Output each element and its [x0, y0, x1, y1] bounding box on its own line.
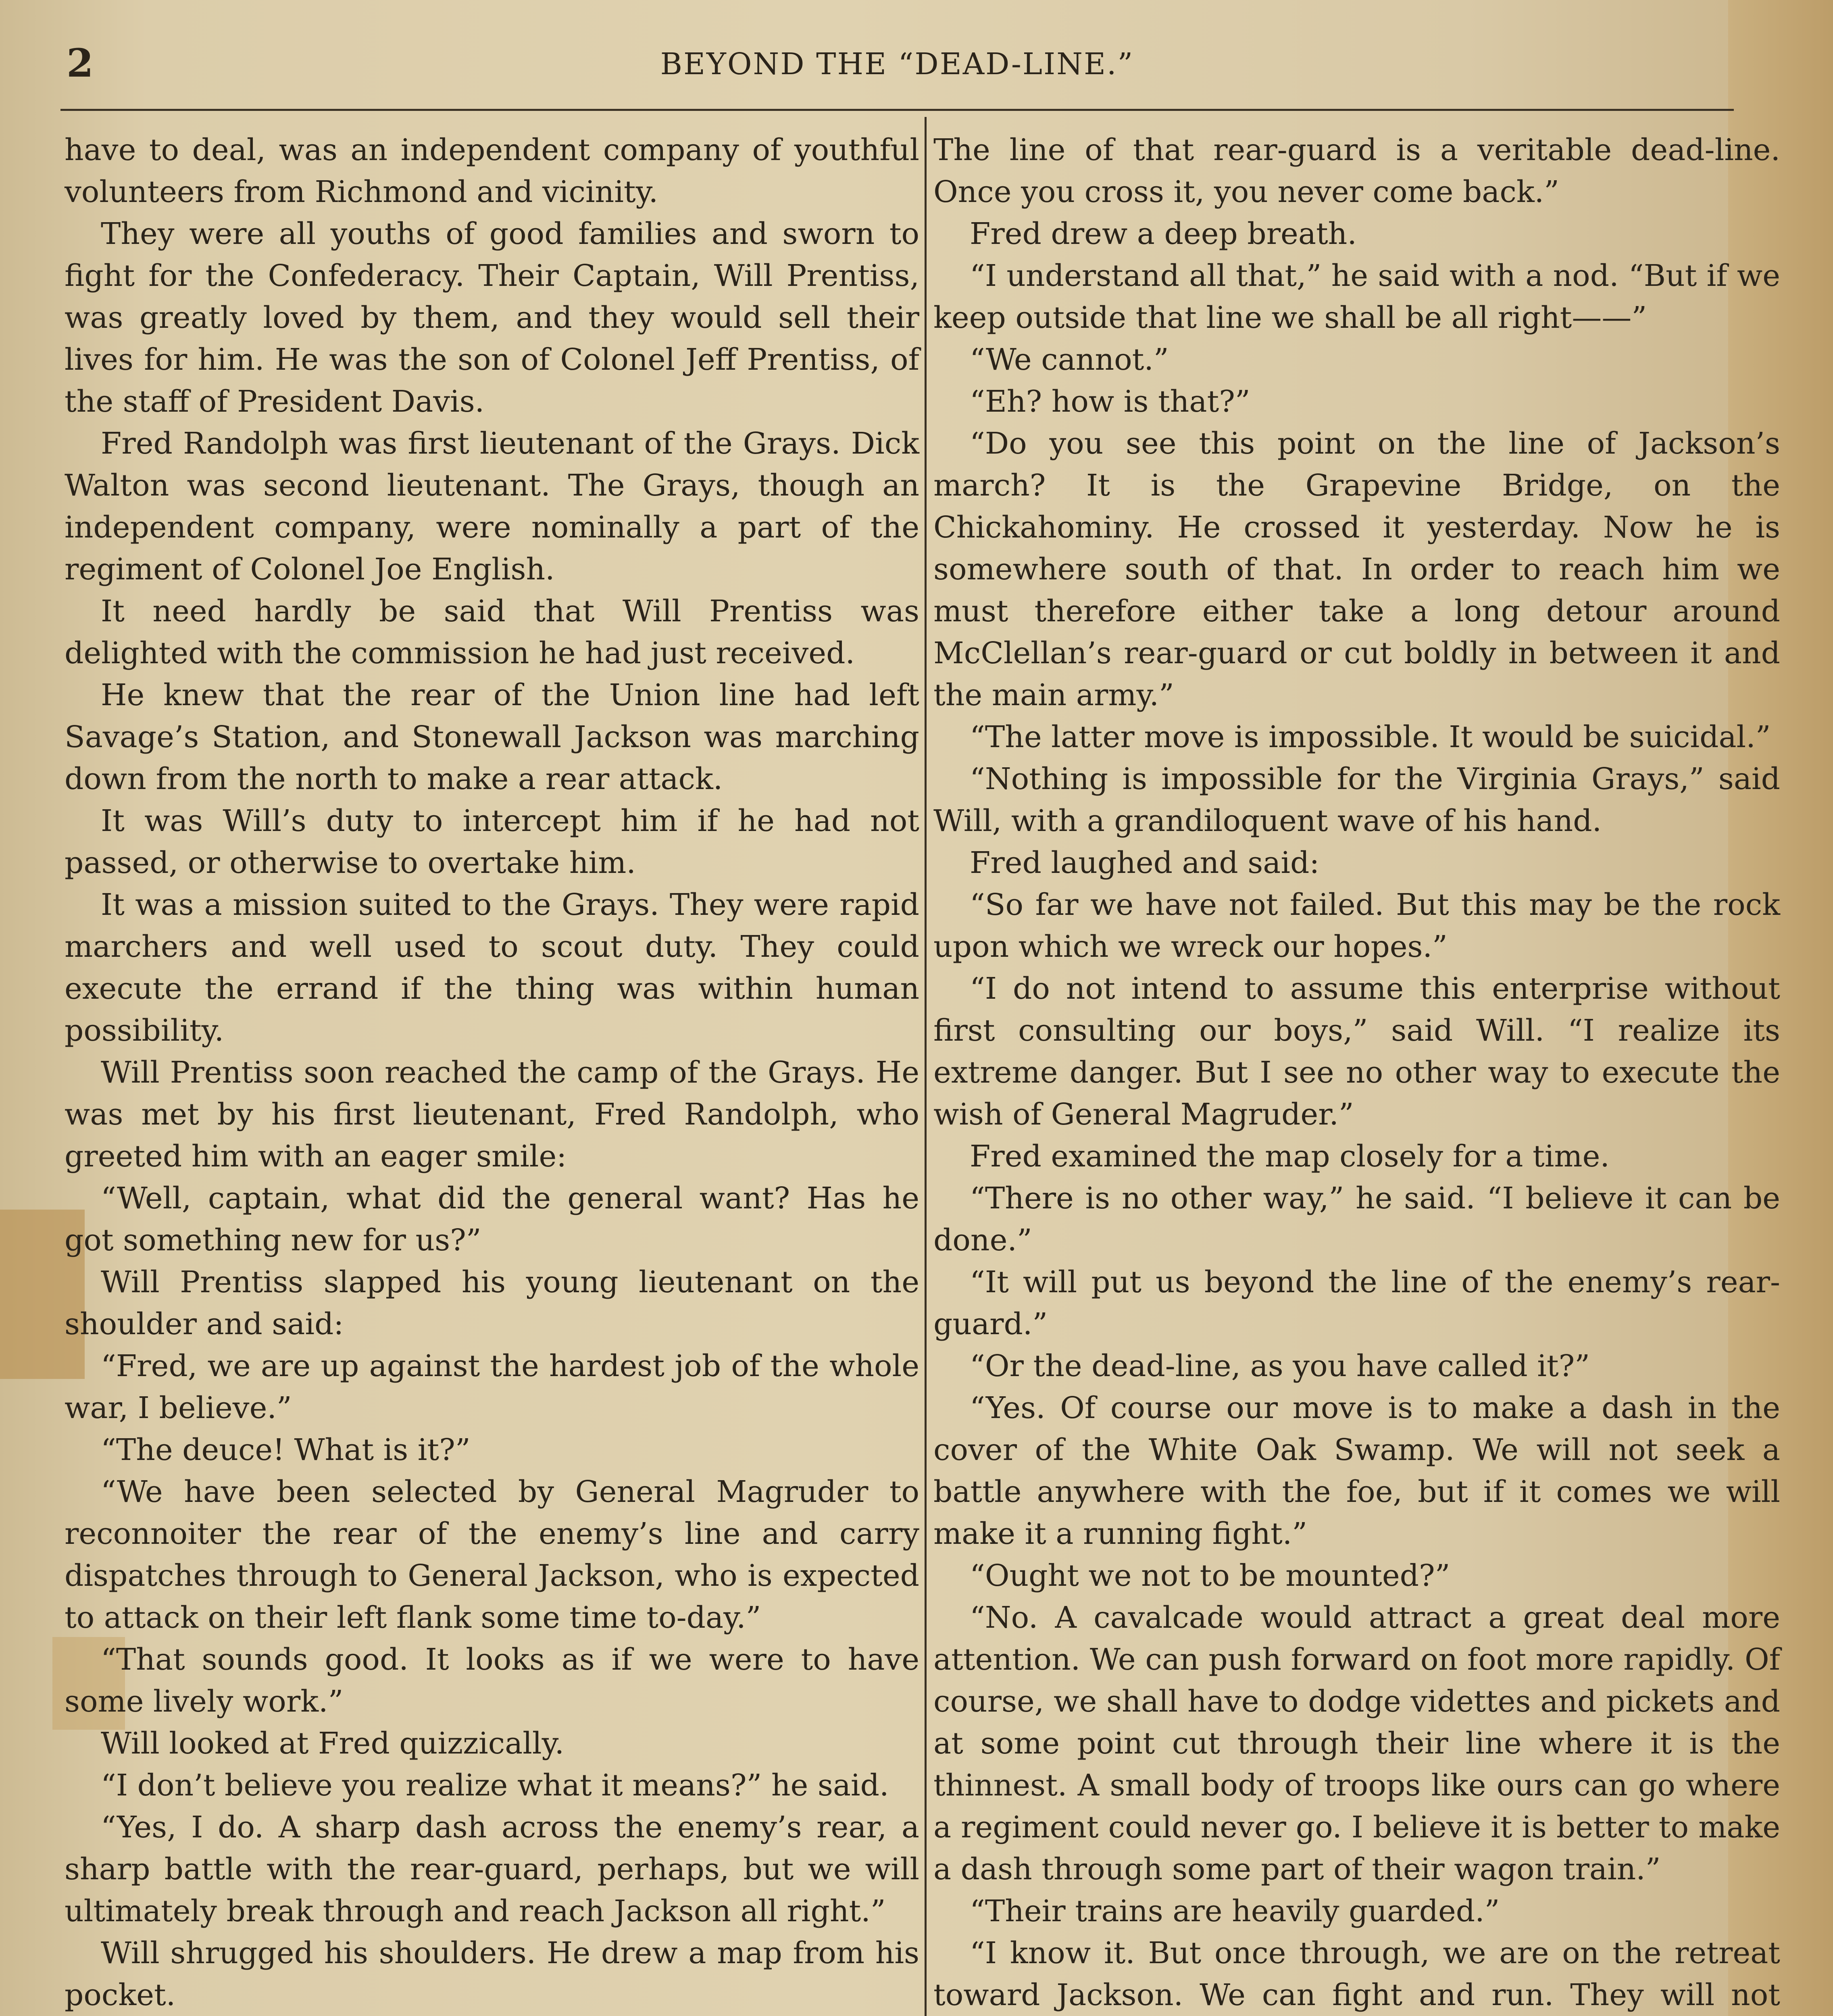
paragraph: “Do you see this point on the line of Jackson’s march? It is the Grapevine Bridge, on the Chickahominy. He crossed it yesterday. Now he is somewhere south of that. In order to reach him we must therefore either take a long detour around McClellan’s rear-guard or cut boldly in between it and the main army.”: [933, 426, 1780, 712]
paragraph: Will looked at Fred quizzically.: [101, 1726, 564, 1761]
paragraph: “That sounds good. It looks as if we were to have some lively work.”: [65, 1642, 919, 1719]
paragraph: Will Prentiss slapped his young lieutenant on the shoulder and said:: [65, 1265, 919, 1341]
paragraph: have to deal, was an independent company of youthful volunteers from Richmond and vicinity.: [65, 133, 919, 209]
page-number: 2: [67, 40, 94, 86]
paragraph: Fred Randolph was first lieutenant of the Grays. Dick Walton was second lieutenant. The Grays, though an independent company, were nominally a part of the regiment of Colonel Joe English.: [65, 426, 919, 587]
paragraph: He knew that the rear of the Union line had left Savage’s Station, and Stonewall Jackson was marching down from the north to make a rear attack.: [65, 678, 919, 796]
paragraph: “Nothing is impossible for the Virginia Grays,” said Will, with a grandiloquent wave of his hand.: [933, 762, 1780, 838]
column-divider: [925, 117, 927, 2016]
paragraph: “Or the dead-line, as you have called it?”: [970, 1349, 1590, 1383]
paragraph: “The latter move is impossible. It would be suicidal.”: [970, 720, 1771, 754]
right-column: [933, 129, 1780, 2016]
paragraph: “There is no other way,” he said. “I believe it can be done.”: [933, 1181, 1780, 1258]
paragraph: “I understand all that,” he said with a nod. “But if we keep outside that line we shall be all right——”: [933, 258, 1780, 335]
paragraph: “So far we have not failed. But this may be the rock upon which we wreck our hopes.”: [933, 887, 1780, 964]
paragraph: “Well, captain, what did the general want? Has he got something new for us?”: [65, 1181, 919, 1258]
paragraph: “I don’t believe you realize what it means?” he said.: [101, 1768, 889, 1803]
paragraph: It was a mission suited to the Grays. They were rapid marchers and well used to scout duty. They could execute the errand if the thing was within human possibility.: [65, 887, 919, 1048]
paragraph: It was Will’s duty to intercept him if he had not passed, or otherwise to overtake him.: [65, 804, 919, 880]
paragraph: “The deuce! What is it?”: [101, 1433, 471, 1467]
paragraph: “It will put us beyond the line of the enemy’s rear-guard.”: [933, 1265, 1780, 1341]
page-header: [60, 36, 1734, 97]
paragraph: “Eh? how is that?”: [970, 384, 1250, 419]
paragraph: “Fred, we are up against the hardest job of the whole war, I believe.”: [65, 1349, 919, 1425]
paragraph: Fred examined the map closely for a time.: [970, 1139, 1610, 1174]
paragraph: The line of that rear-guard is a veritable dead-line. Once you cross it, you never come back.”: [933, 133, 1780, 209]
paragraph: Fred laughed and said:: [970, 846, 1320, 880]
paragraph: Will shrugged his shoulders. He drew a map from his pocket.: [65, 1936, 919, 2012]
paragraph: It need hardly be said that Will Prentiss was delighted with the commission he had just received.: [65, 594, 919, 671]
paragraph: They were all youths of good families and sworn to fight for the Confederacy. Their Captain, Will Prentiss, was greatly loved by them, and they would sell their lives for him. He was the son of Colonel Jeff Prentiss, of the staff of President Davis.: [65, 217, 919, 419]
paragraph: “Yes, I do. A sharp dash across the enemy’s rear, a sharp battle with the rear-guard, perhaps, but we will ultimately break through and reach Jackson all right.”: [65, 1810, 919, 1929]
paragraph: “I do not intend to assume this enterprise without first consulting our boys,” said Will. “I realize its extreme danger. But I see no other way to execute the wish of General Magruder.”: [933, 971, 1780, 1132]
paragraph: “No. A cavalcade would attract a great deal more attention. We can push forward on foot more rapidly. Of course, we shall have to dodge videttes and pickets and at some point cut through their line where it is the thinnest. A small body of troops like ours can go where a regiment could never go. I believe it is better to make a dash through some part of their wagon train.”: [933, 1600, 1780, 1887]
running-title: BEYOND THE “DEAD-LINE.”: [660, 47, 1134, 81]
paragraph: “I know it. But once through, we are on the retreat toward Jackson. We can fight and run. They will not: [933, 1936, 1780, 2012]
paragraph: Will Prentiss soon reached the camp of the Grays. He was met by his first lieutenant, Fred Randolph, who greeted him with an eager smile:: [65, 1055, 919, 1174]
header-rule: [60, 109, 1734, 111]
paragraph: “Yes. Of course our move is to make a dash in the cover of the White Oak Swamp. We will not seek a battle anywhere with the foe, but if it comes we will make it a running fight.”: [933, 1391, 1780, 1551]
paragraph: “We have been selected by General Magruder to reconnoiter the rear of the enemy’s line and carry dispatches through to General Jackson, who is expected to attack on their left flank some time to-day.”: [65, 1475, 919, 1635]
paragraph: “Their trains are heavily guarded.”: [970, 1894, 1500, 1929]
paragraph: “We cannot.”: [970, 342, 1169, 377]
paragraph: Fred drew a deep breath.: [970, 217, 1357, 251]
paragraph: “Ought we not to be mounted?”: [970, 1558, 1450, 1593]
left-column: [65, 129, 919, 2016]
